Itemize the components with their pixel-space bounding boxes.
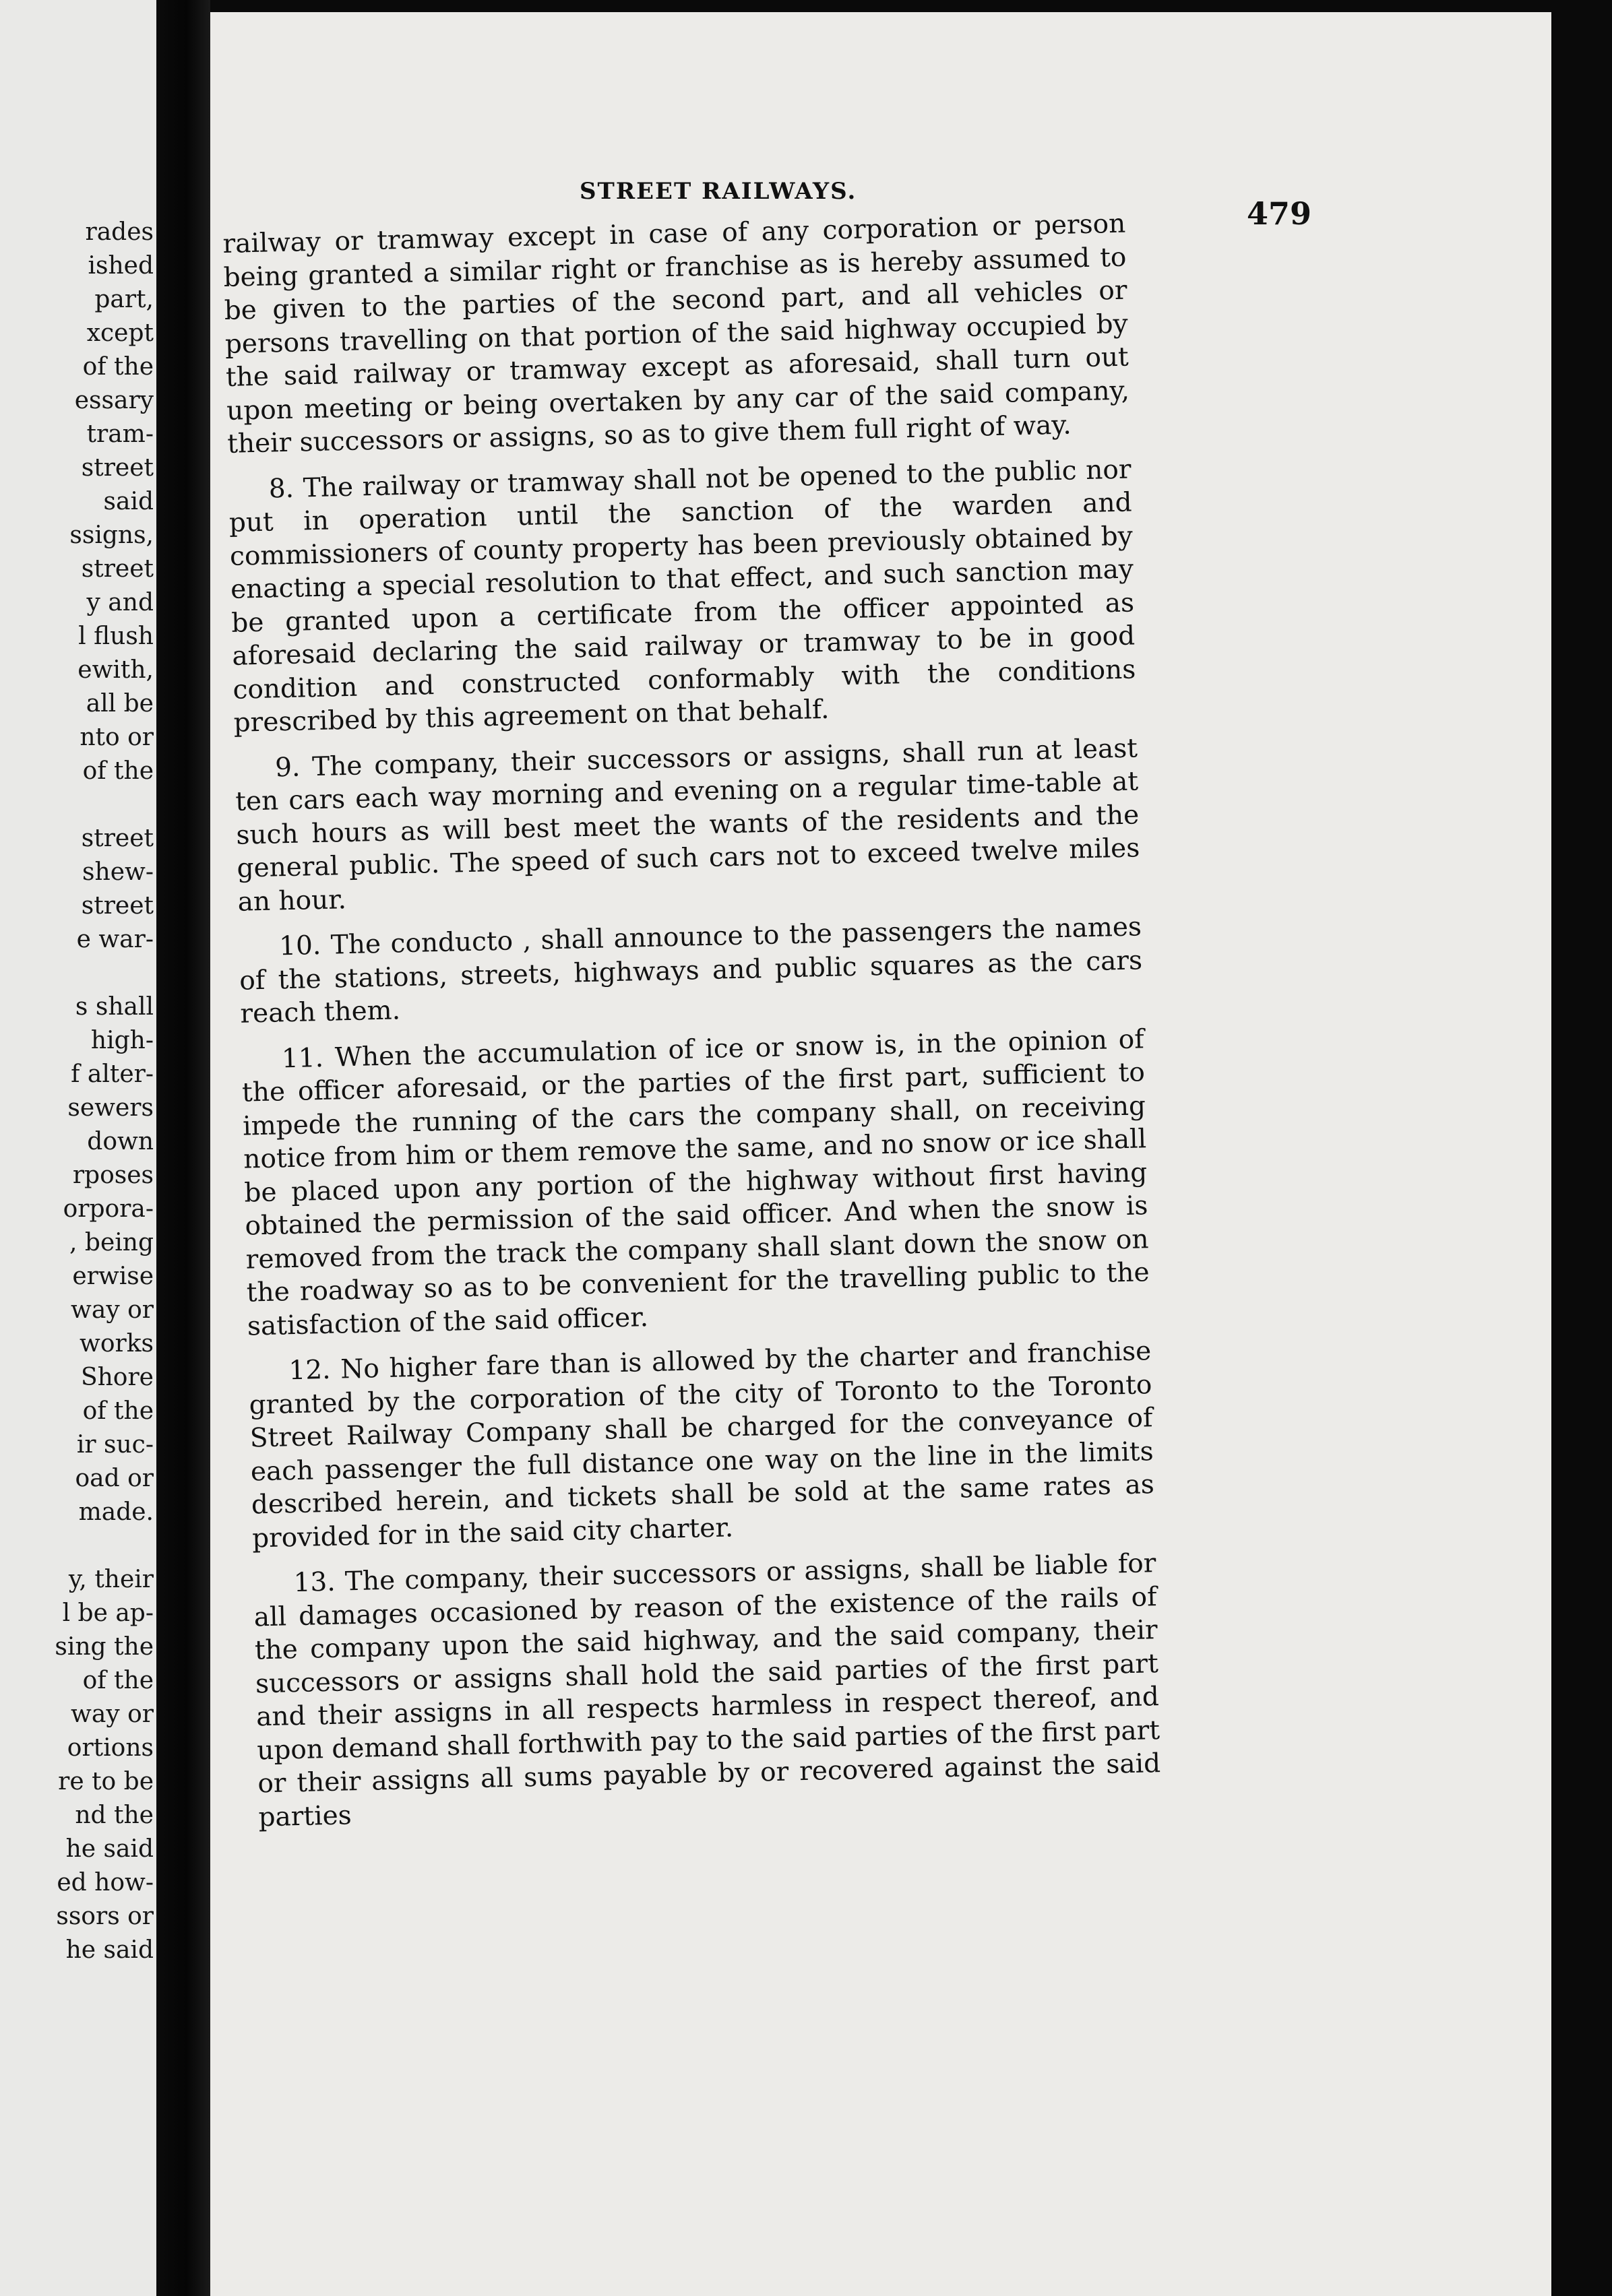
paragraph-9: 9. The company, their successors or assigns, shall run at least ten cars each way morning and evening on a regular time-table at such hours as will best meet the wants of the residents and the general public. The speed of such cars not to exceed twelve miles an hour. (235, 732, 1140, 918)
facing-page-line: ewith, (78, 656, 154, 684)
facing-page-line: of the (82, 1667, 154, 1694)
facing-page-line: works (80, 1330, 154, 1358)
facing-page-line: way or (71, 1700, 154, 1728)
facing-page-line: he said (65, 1936, 154, 1964)
facing-page-line: tram- (86, 420, 154, 448)
facing-page-line (0, 788, 154, 822)
facing-page-line: ed how- (57, 1869, 154, 1896)
facing-page-line: Shore (80, 1364, 154, 1391)
facing-page-line: he said (65, 1835, 154, 1863)
facing-page-line: said (103, 488, 154, 515)
facing-page-line: re to be (58, 1768, 154, 1795)
facing-page-line: essary (74, 387, 154, 414)
facing-page-line: street (81, 825, 154, 852)
facing-page-line (0, 957, 154, 990)
facing-page-line: y, their (68, 1566, 154, 1593)
body-text (222, 208, 1162, 1847)
facing-page-line: nd the (75, 1801, 154, 1829)
facing-page-line: shew- (82, 858, 154, 886)
facing-page-line: , being (69, 1229, 154, 1256)
facing-page-line: ssigns, (69, 521, 154, 549)
facing-page-line: s shall (75, 993, 154, 1021)
page-number: 479 (1247, 195, 1312, 232)
paragraph-continuation: railway or tramway except in case of any corporation or person being granted a similar right or franchise as is hereby assumed to be given to the parties of the second part, and all vehicles or persons travelling on that portion of the said highway occupied by the said railway or tramway except as aforesaid, shall turn out upon meeting or being overtaken by any car of the said company, their successors or assigns, so as to give them full right of way. (222, 208, 1130, 459)
facing-page-line: ished (88, 252, 154, 280)
facing-page-line: high- (90, 1027, 154, 1054)
facing-page-line: all be (86, 690, 154, 718)
running-head: STREET RAILWAYS. (580, 178, 857, 205)
facing-page-line: oad or (75, 1465, 154, 1492)
facing-page-line: ir suc- (76, 1431, 154, 1459)
facing-page-line: of the (82, 353, 154, 381)
facing-page-line: street (81, 892, 154, 920)
facing-page-line: sewers (67, 1094, 154, 1122)
paragraph-13: 13. The company, their successors or assigns, shall be liable for all damages occasioned by reason of the existence of the rails of the company upon the said highway, and the said company, their successors or assigns shall hold the said parties of the first part and their assigns in all respects harmless in respect thereof, and upon demand shall forthwith pay to the said parties of the first part or their assigns all sums payable by or recovered against the said parties (253, 1548, 1161, 1832)
book-gutter (156, 0, 210, 2296)
facing-page-line: f alter- (71, 1060, 154, 1088)
facing-page-line: rades (85, 218, 154, 246)
paragraph-11: 11. When the accumulation of ice or snow is, in the opinion of the officer aforesaid, or the parties of the first part, sufficient to impede the running of the cars the company shall, on receiving notice from him or them remove the same, and no snow or ice shall be placed upon any portion of the highway without first having obtained the permission of the said officer. And when the snow is removed from the track the company shall slant down the snow on the roadway so as to be convenient for the travelling public to the satisfaction of the said officer. (241, 1023, 1150, 1342)
facing-page-line: l flush (78, 623, 154, 650)
facing-page-line (0, 1529, 154, 1563)
facing-page-line: down (87, 1128, 154, 1155)
facing-page-line: y and (86, 589, 154, 616)
facing-page-line: of the (82, 1397, 154, 1425)
facing-page-line: of the (82, 757, 154, 785)
paragraph-8: 8. The railway or tramway shall not be opened to the public nor put in operation until the sanction of the warden and commissioners of county property has been previously obtained by enacting a special resolution to that effect, and such sanction may be granted upon a certificate from the officer appointed as aforesaid declaring the said railway or tramway to be in good condition and constructed conformably with the conditions prescribed by this agreement on that behalf. (228, 454, 1136, 738)
facing-page-line: l be ap- (62, 1599, 154, 1627)
facing-page-text (0, 216, 154, 1967)
facing-page-line: street (81, 454, 154, 482)
facing-page-line: e war- (76, 926, 154, 953)
facing-page-line: ssors or (56, 1903, 154, 1930)
facing-page-line: part, (94, 286, 154, 313)
paragraph-12: 12. No higher fare than is allowed by the charter and franchise granted by the corporation of the city of Toronto to the Toronto Street Railway Company shall be charged for the conveyance of each passenger the full distance one way on the line in the limits described herein, and tickets shall be sold at the same rates as provided for in the said city charter. (249, 1336, 1155, 1554)
facing-page-line: nto or (80, 724, 154, 751)
facing-page-line: ortions (67, 1734, 154, 1762)
paragraph-10: 10. The conducto , shall announce to the passengers the names of the stations, streets, highways and public squares as the cars reach them. (239, 912, 1143, 1029)
facing-page-line: street (81, 555, 154, 583)
facing-page-line: sing the (55, 1633, 154, 1661)
facing-page-line: made. (78, 1498, 154, 1526)
facing-page-line: xcept (86, 319, 154, 347)
facing-page-line: erwise (72, 1263, 154, 1290)
facing-page-line: orpora- (63, 1195, 154, 1223)
facing-page-line: way or (71, 1296, 154, 1324)
facing-page (0, 0, 156, 2296)
facing-page-line: rposes (72, 1161, 154, 1189)
